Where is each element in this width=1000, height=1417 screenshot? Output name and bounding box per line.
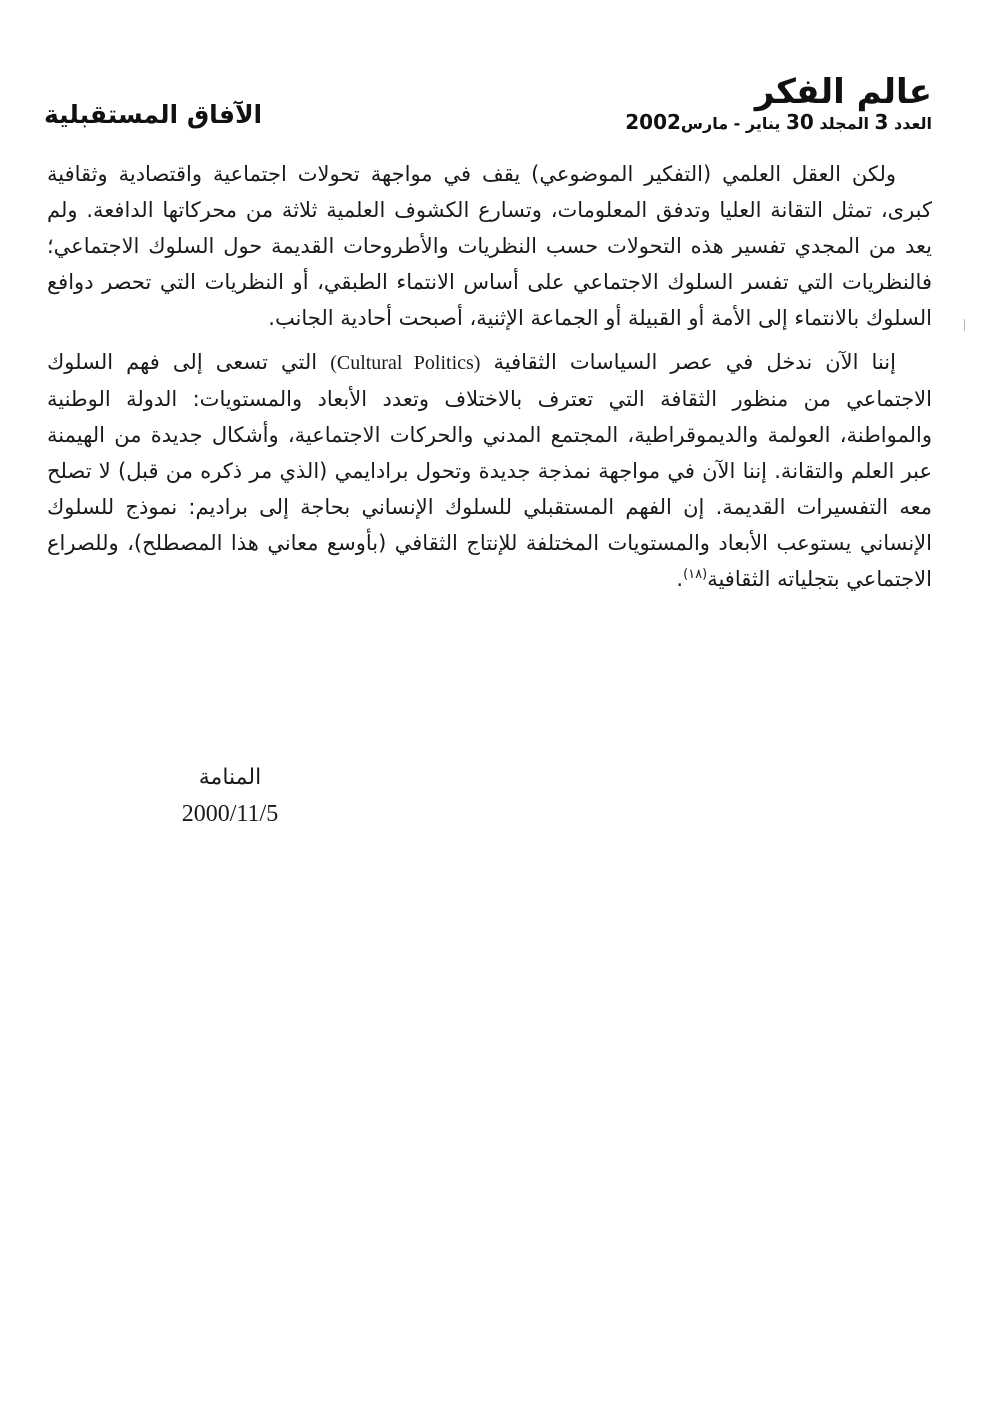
section-title: الآفاق المستقبلية	[44, 100, 263, 129]
journal-masthead	[625, 74, 932, 134]
issue-period: يناير - مارس	[680, 114, 781, 133]
issue-number: 3	[874, 110, 889, 134]
paragraph-2	[47, 344, 932, 597]
issue-info	[625, 112, 932, 134]
journal-name: عالم الفكر	[754, 72, 932, 112]
footnote-reference: (١٨)	[683, 567, 708, 582]
volume-number: 30	[785, 110, 814, 134]
signoff-date: 2000/11/5	[181, 801, 279, 827]
article-body	[47, 156, 932, 597]
paragraph-1: ولكن العقل العلمي (التفكير الموضوعي) يقف في مواجهة تحولات اجتماعية واقتصادية وثقافية كبرى، تمثل التقانة العليا وتدفق المعلومات، وتسارع الكشوف العلمية ثلاثة من محركاتها الدافعة. ولم يعد من المجدي تفسير هذه التحولات حسب النظريات والأطروحات القديمة حول السلوك الاجتماعي؛ فالنظريات التي تفسر السلوك الاجتماعي على أساس الانتماء الطبقي، أو النظريات التي تحصر دوافع السلوك بالانتماء إلى الأمة أو القبيلة أو الجماعة الإثنية، أصبحت أحادية الجانب.	[47, 162, 932, 330]
paragraph-2-rest: التي تسعى إلى فهم السلوك الاجتماعي من منظور الثقافة التي تعترف بالاختلاف وتعدد الأبعاد والمستويات: الدولة الوطنية والمواطنة، العولمة والديموقراطية، المجتمع المدني والحركات الاجتماعية، وأشكال جديدة من الهيمنة عبر العلم والتقانة. إننا الآن في مواجهة نمذجة جديدة وتحول برادايمي (الذي مر ذكره من قبل) لا تصلح معه التفسيرات القديمة. إن الفهم المستقبلي للسلوك الإنساني بحاجة إلى براديم: نموذج للسلوك الإنساني يستوعب الأبعاد والمستويات المختلفة للإنتاج الثقافي (بأوسع معاني هذا المصطلح)، وللصراع الاجتماعي بتجلياته الثقافية	[47, 350, 932, 591]
english-term: (Cultural Politics)	[330, 352, 481, 374]
volume-label: المجلد	[819, 114, 869, 133]
signoff-place: المنامة	[198, 765, 262, 790]
issue-year: 2002	[625, 110, 681, 134]
signoff	[150, 760, 310, 832]
margin-mark	[964, 319, 965, 331]
paragraph-2-start: إننا الآن ندخل في عصر السياسات الثقافية	[493, 350, 896, 374]
page-header	[44, 74, 932, 160]
paragraph-2-period: .	[676, 567, 684, 591]
issue-prefix: العدد	[894, 114, 932, 133]
